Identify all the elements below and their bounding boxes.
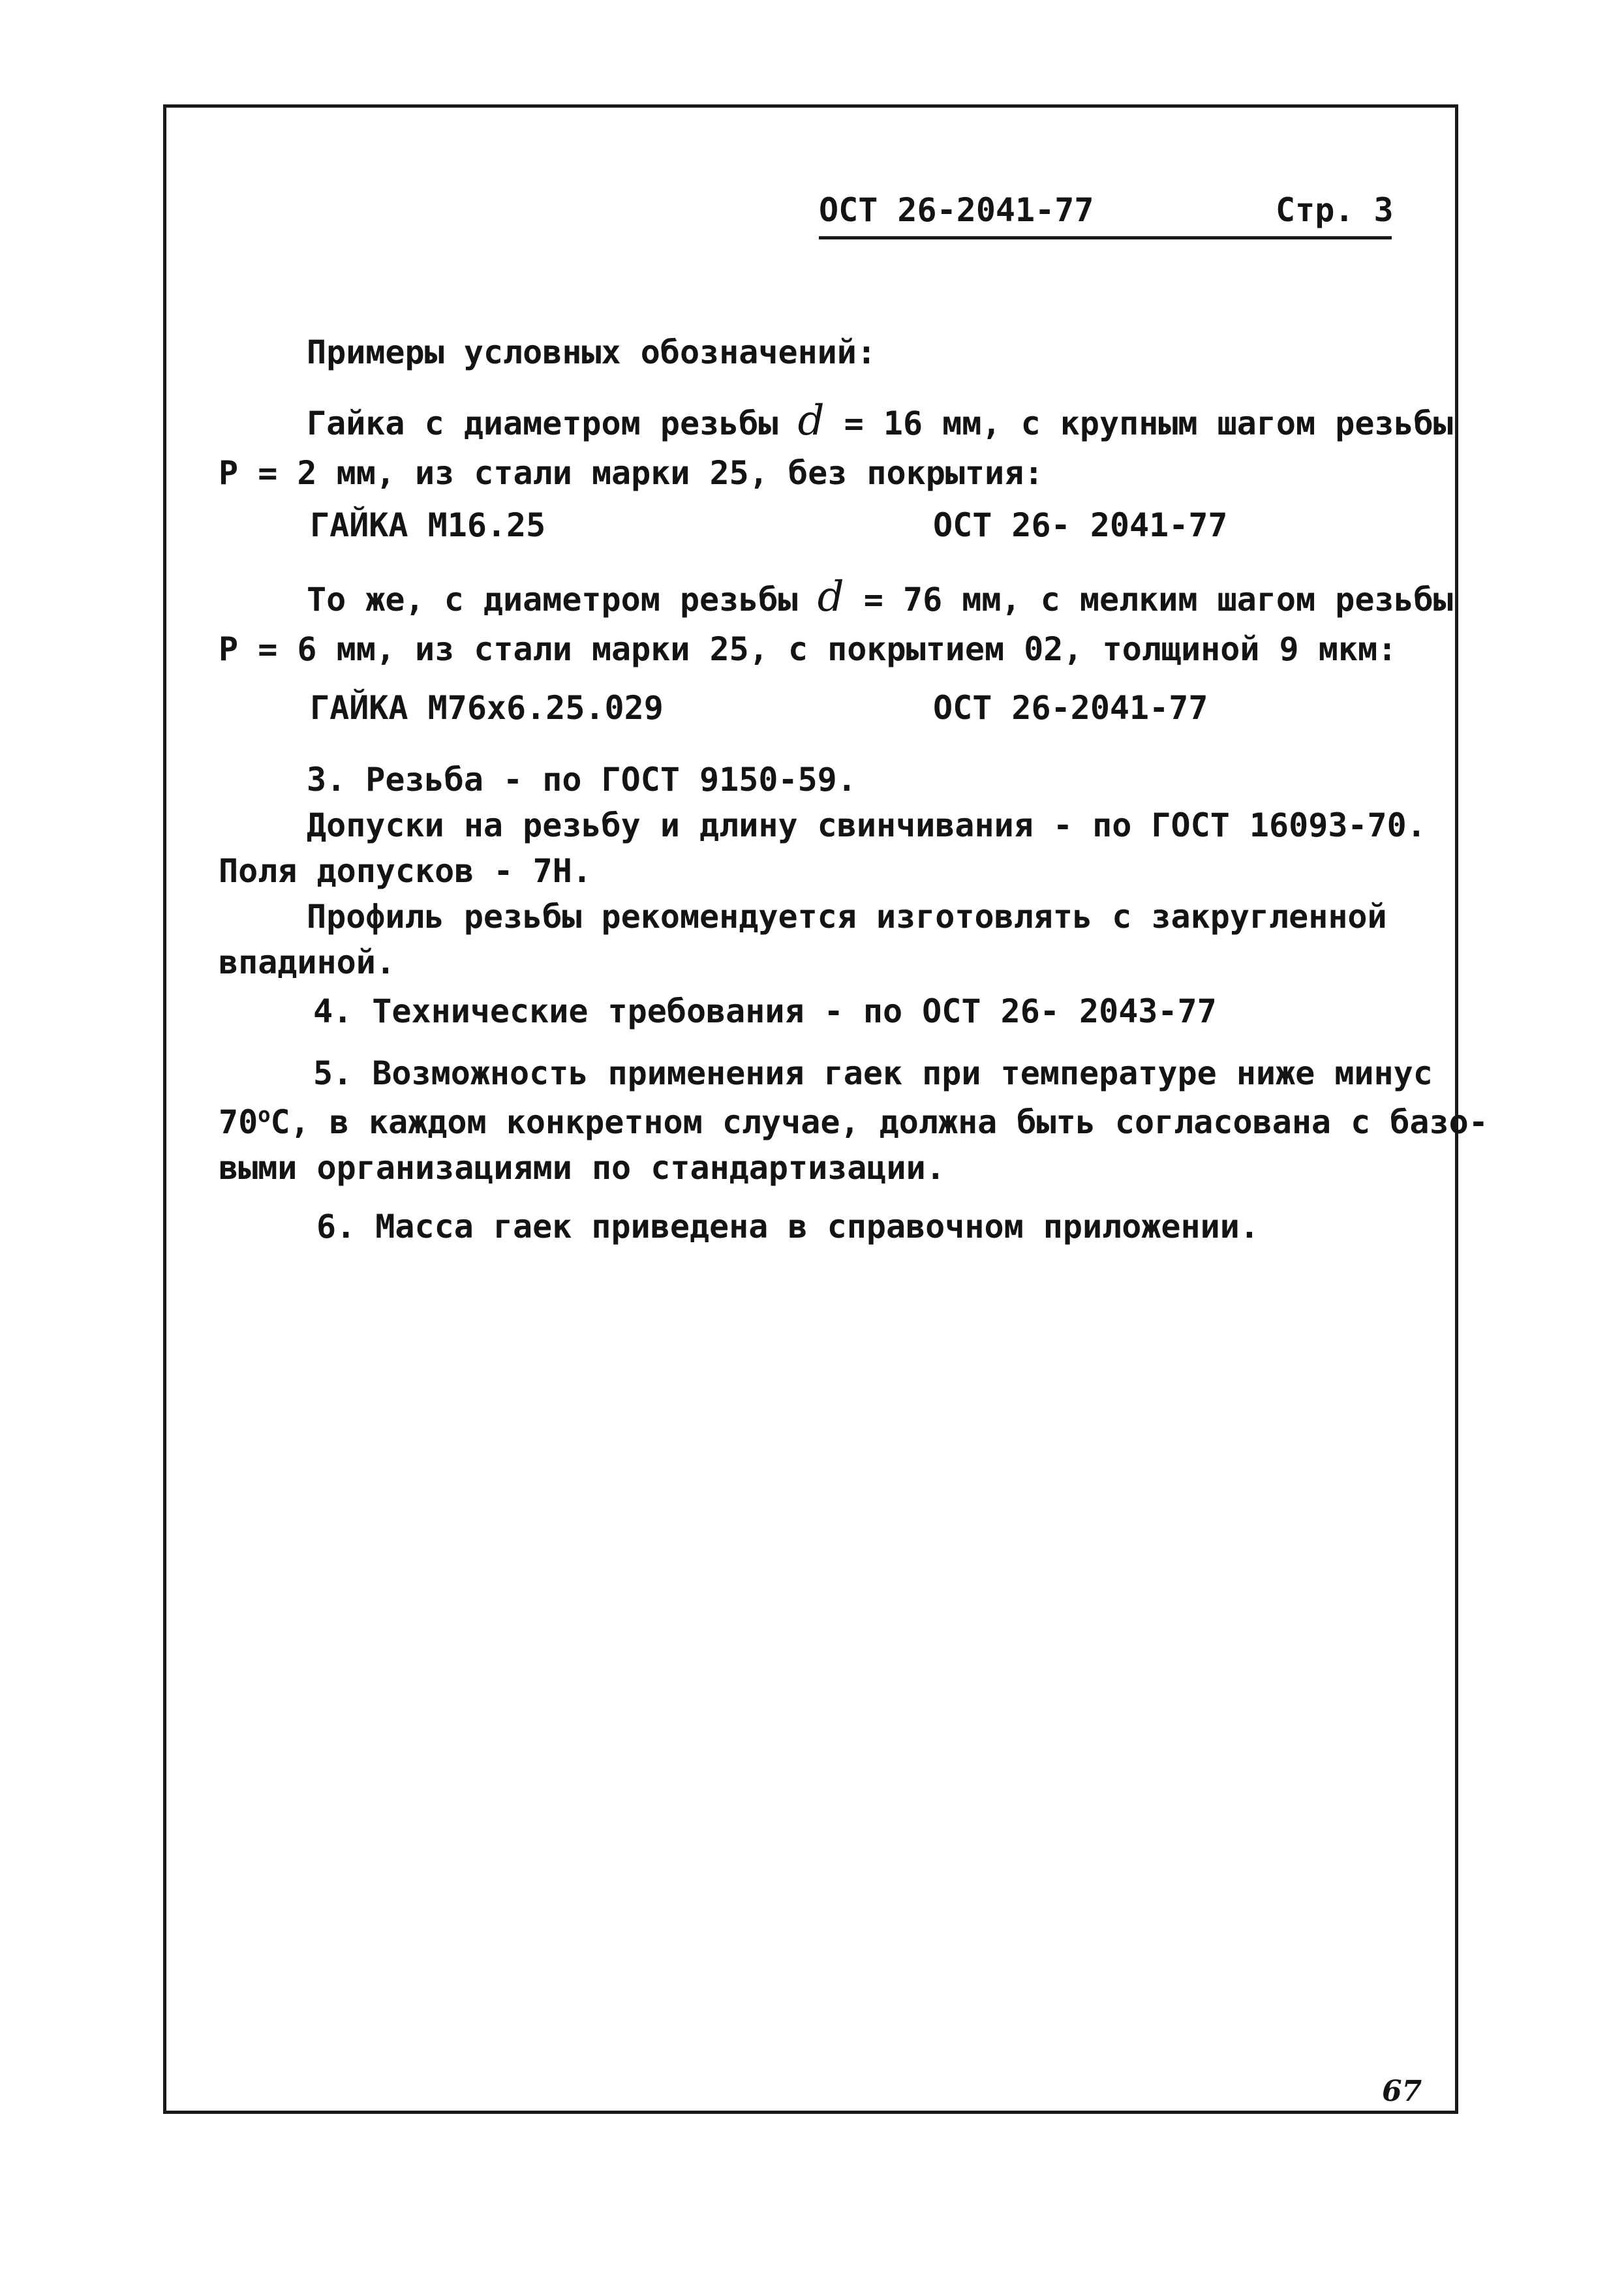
diameter-symbol: d [817, 573, 844, 621]
item4: 4. Технические требования - по ОСТ 26- 2043-77 [313, 992, 1217, 1030]
example1-designation: ГАЙКА М16.25 [310, 506, 546, 544]
item3-line3: Поля допусков - 7Н. [219, 852, 592, 890]
item3-line1: 3. Резьба - по ГОСТ 9150-59. [307, 761, 857, 799]
example2-prefix: То же, с диаметром резьбы [307, 581, 798, 619]
example2-standard: ОСТ 26-2041-77 [933, 689, 1208, 727]
example1-standard: ОСТ 26- 2041-77 [933, 506, 1228, 544]
example2-line1 [307, 573, 1453, 621]
item5-line3: выми организациями по стандартизации. [219, 1149, 945, 1187]
example1-suffix: = 16 мм, с крупным шагом резьбы [844, 405, 1453, 442]
examples-heading: Примеры условных обозначений: [307, 333, 876, 371]
example2-line2: Р = 6 мм, из стали марки 25, с покрытием 02, толщиной 9 мкм: [219, 630, 1398, 668]
page-number: 67 [1382, 2075, 1422, 2108]
item3-line5: впадиной. [219, 943, 395, 981]
item3-line4: Профиль резьбы рекомендуется изготовлять с закругленной [307, 898, 1387, 936]
example1-prefix: Гайка с диаметром резьбы [307, 405, 778, 442]
example1-line2: Р = 2 мм, из стали марки 25, без покрытия: [219, 454, 1044, 492]
diameter-symbol: d [797, 397, 825, 445]
header-underline [819, 236, 1392, 239]
example1-line1 [307, 397, 1453, 445]
degree-mark: о [258, 1102, 271, 1127]
item6: 6. Масса гаек приведена в справочном приложении. [316, 1208, 1259, 1245]
example2-suffix: = 76 мм, с мелким шагом резьбы [863, 581, 1453, 619]
page-label: Стр. 3 [1276, 191, 1394, 229]
standard-header: ОСТ 26-2041-77 [819, 191, 1094, 229]
item5-line2-rest: С, в каждом конкретном случае, должна быть согласована с базо- [270, 1103, 1488, 1141]
item5-line2 [219, 1103, 1488, 1142]
item5-line1: 5. Возможность применения гаек при температуре ниже минус [313, 1054, 1433, 1092]
example2-designation: ГАЙКА М76х6.25.029 [310, 689, 664, 727]
temperature-value: 70 [219, 1103, 258, 1141]
item3-line2: Допуски на резьбу и длину свинчивания - по ГОСТ 16093-70. [307, 806, 1426, 844]
